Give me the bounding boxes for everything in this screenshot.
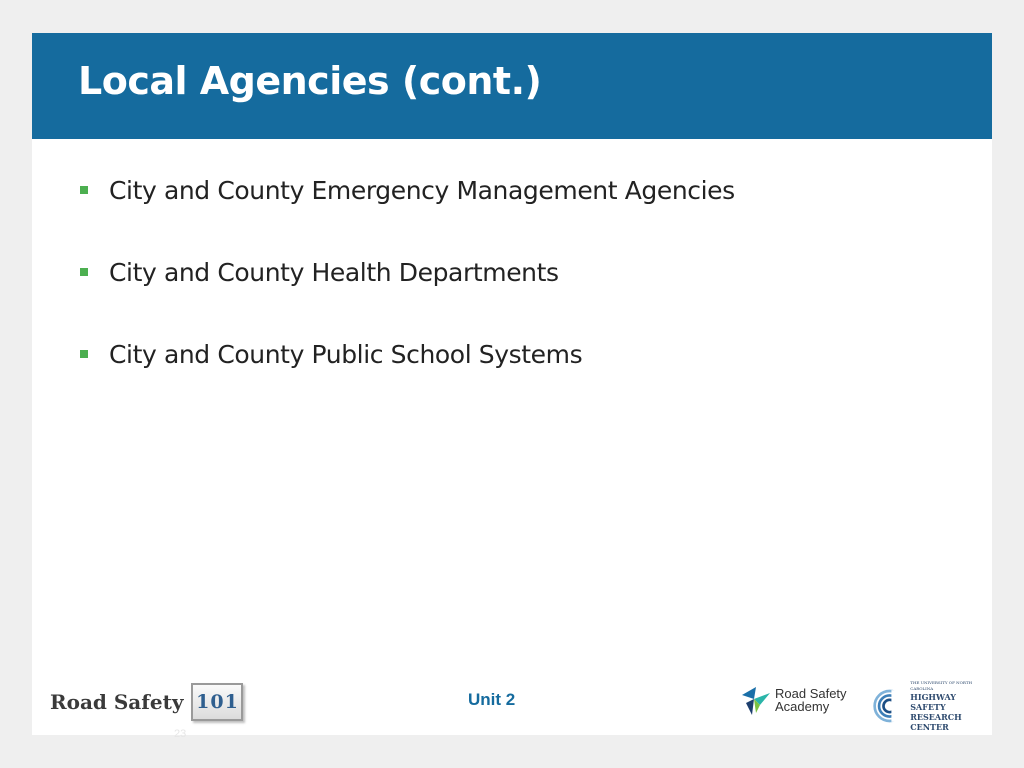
road-safety-101-text: Road Safety	[50, 690, 184, 714]
bullet-text: City and County Emergency Management Agencies	[109, 175, 735, 205]
hsrc-line-2: RESEARCH CENTER	[910, 712, 962, 732]
hsrc-text	[910, 680, 992, 732]
bullet-text: City and County Health Departments	[109, 257, 559, 287]
hsrc-line-1: HIGHWAY SAFETY	[910, 692, 956, 712]
road-safety-101-number: 101	[196, 691, 239, 713]
road-safety-academy-icon	[740, 683, 772, 717]
road-safety-academy-line: Academy	[775, 699, 830, 714]
bullet-list	[80, 173, 735, 419]
bullet-item	[80, 173, 735, 207]
road-safety-academy-text	[775, 687, 847, 713]
hsrc-university-text: THE UNIVERSITY OF NORTH CAROLINA	[910, 680, 973, 691]
road-safety-101-badge	[191, 683, 243, 721]
slide-title: Local Agencies (cont.)	[78, 59, 542, 103]
road-safety-academy-line: Road Safety	[775, 686, 847, 701]
bullet-square-icon	[80, 186, 88, 194]
bullet-item	[80, 337, 735, 371]
title-bar	[32, 33, 992, 139]
road-safety-academy-logo	[740, 683, 847, 717]
bullet-item	[80, 255, 735, 289]
unit-label: Unit 2	[468, 690, 516, 709]
page-number: 23	[174, 728, 187, 740]
bullet-square-icon	[80, 268, 88, 276]
bullet-text: City and County Public School Systems	[109, 339, 583, 369]
hsrc-logo	[872, 680, 992, 732]
slide	[32, 33, 992, 740]
road-safety-101-logo	[50, 681, 243, 723]
bullet-square-icon	[80, 350, 88, 358]
hsrc-swirl-icon	[872, 686, 907, 726]
